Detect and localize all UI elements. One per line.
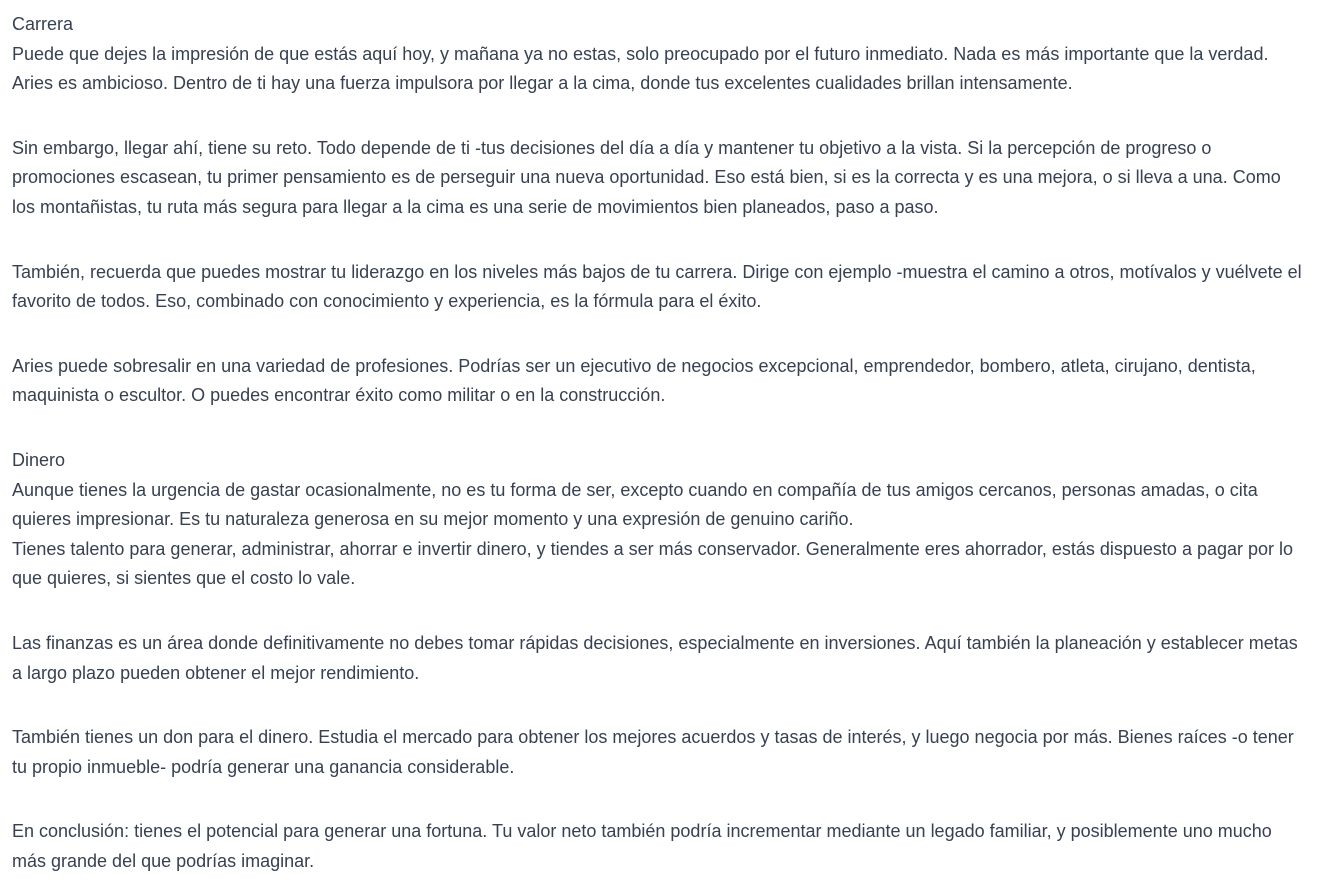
section-title: Dinero [12,449,66,470]
paragraph: Tienes talento para generar, administrar, ahorrar e invertir dinero, y tiendes a ser más conservador. Generalmente eres ahorrador, estás dispuesto a pagar por lo que quieres, si sientes que el costo lo vale. [12,538,1294,589]
section-carrera [12,10,1308,411]
section-dinero [12,446,1308,877]
paragraph: Sin embargo, llegar ahí, tiene su reto. Todo depende de ti -tus decisiones del día a día y mantener tu objetivo a la vista. Si la percepción de progreso o promociones escasean, tu primer pensamiento es de perseguir una nueva oportunidad. Eso está bien, si es la correcta y es una mejora, o si lleva a una. Como los montañistas, tu ruta más segura para llegar a la cima es una serie de movimientos bien planeados, paso a paso. [12,137,1281,217]
paragraph: Aries puede sobresalir en una variedad de profesiones. Podrías ser un ejecutivo de negocios excepcional, emprendedor, bombero, atleta, cirujano, dentista, maquinista o escultor. O puedes encontrar éxito como militar o en la construcción. [12,355,1256,406]
section-title: Carrera [12,14,74,34]
paragraph: También tienes un don para el dinero. Estudia el mercado para obtener los mejores acuerdos y tasas de interés, y luego negocia por más. Bienes raíces -o tener tu propio inmueble- podría generar una ganancia considerable. [12,727,1294,777]
paragraph: Aunque tienes la urgencia de gastar ocasionalmente, no es tu forma de ser, excepto cuando en compañía de tus amigos cercanos, personas amadas, o cita quieres impresionar. Es tu naturaleza generosa en su mejor momento y una expresión de genuino cariño. [12,479,1258,530]
paragraph: Puede que dejes la impresión de que estás aquí hoy, y mañana ya no estas, solo preocupado por el futuro inmediato. Nada es más importante que la verdad. Aries es ambicioso. Dentro de ti hay una fuerza impulsora por llegar a la cima, donde tus excelentes cualidades brillan intensamente. [12,43,1269,94]
paragraph: También, recuerda que puedes mostrar tu liderazgo en los niveles más bajos de tu carrera. Dirige con ejemplo -muestra el camino a otros, motívalos y vuélvete el favorito de todos. Eso, combinado con conocimiento y experiencia, es la fórmula para el éxito. [12,261,1302,312]
paragraph: Las finanzas es un área donde definitivamente no debes tomar rápidas decisiones, especialmente en inversiones. Aquí también la planeación y establecer metas a largo plazo pueden obtener el mejor rendimiento. [12,632,1298,683]
paragraph: En conclusión: tienes el potencial para generar una fortuna. Tu valor neto también podría incrementar mediante un legado familiar, y posiblemente uno mucho más grande del que podrías imaginar. [12,821,1272,871]
